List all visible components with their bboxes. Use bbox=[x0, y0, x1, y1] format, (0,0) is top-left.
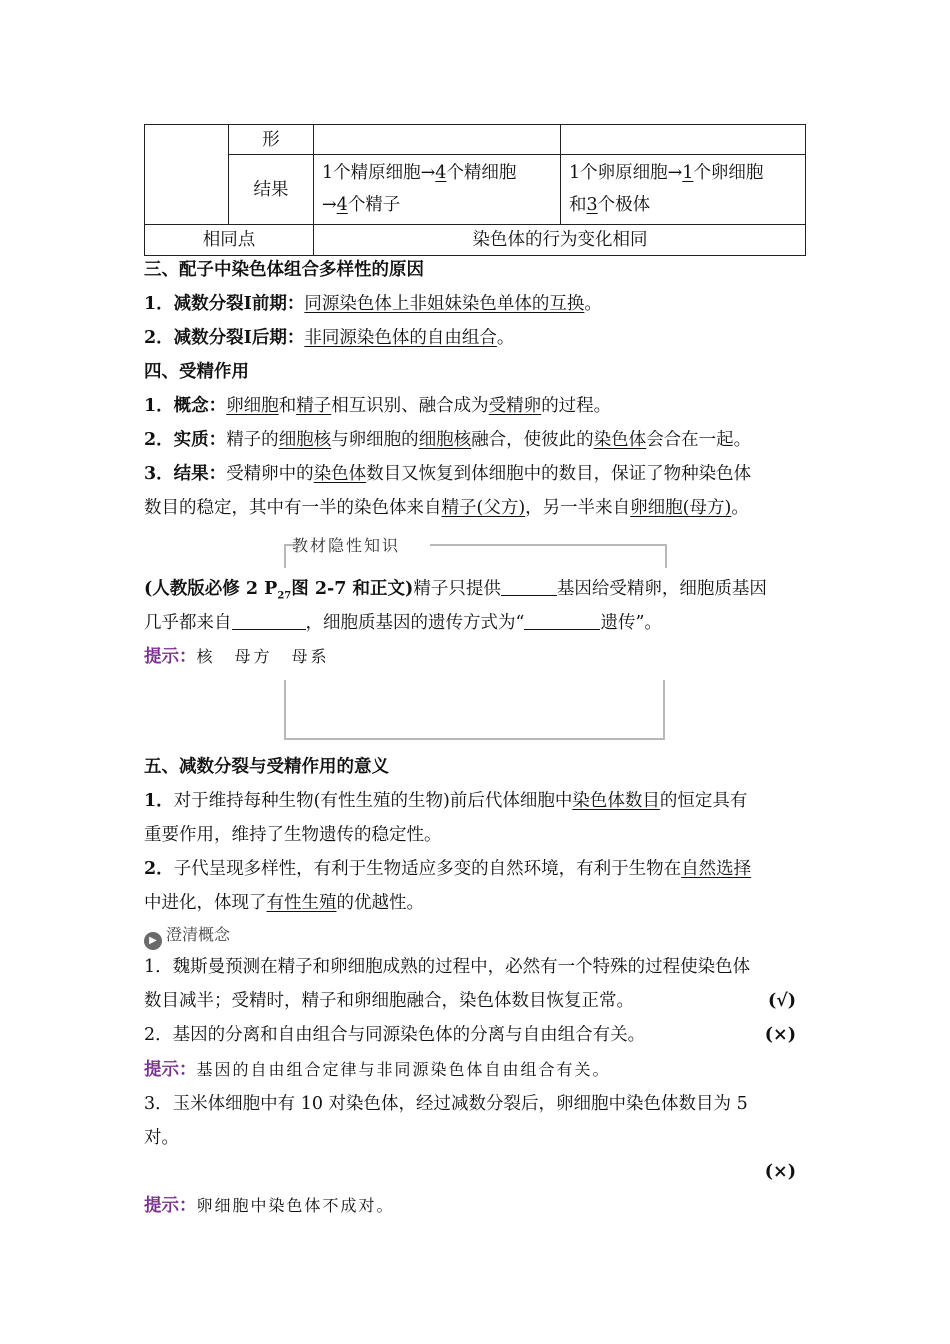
section-5-title: 五、减数分裂与受精作用的意义 bbox=[144, 757, 389, 777]
true-mark: (√) bbox=[767, 991, 796, 1011]
hidden-question-line-1: (人教版必修 2 $P_{27}$图 2-7 和正文)精子只提供 基因给受精卵，细胞质基因 bbox=[144, 572, 767, 614]
table-cell-female-xing bbox=[561, 125, 806, 155]
section-4-title: 四、受精作用 bbox=[144, 362, 249, 382]
false-mark: (×) bbox=[764, 1025, 796, 1045]
table-cell-female-result: 1个卵原细胞→1个卵细胞 和3个极体 bbox=[561, 155, 806, 225]
section-5-item-1-line-2: 重要作用，维持了生物遗传的稳定性。 bbox=[144, 825, 442, 845]
comparison-table bbox=[144, 124, 806, 256]
section-4-item-2: 2．实质：精子的细胞核与卵细胞的细胞核融合，使彼此的染色体会合在一起。 bbox=[144, 430, 752, 450]
table-cell-male-result: 1个精原细胞→4个精细胞 →4个精子 bbox=[314, 155, 561, 225]
knowledge-box-label: 教材隐性知识 bbox=[292, 536, 401, 555]
section-5-item-2-line-1: 2．子代呈现多样性，有利于生物适应多变的自然环境，有利于生物在自然选择 bbox=[144, 859, 752, 879]
table-cell-same-value: 染色体的行为变化相同 bbox=[472, 230, 648, 250]
concepts-header: ▶ 澄清概念 bbox=[144, 918, 230, 952]
hidden-question-line-2: 几乎都来自 ，细胞质基因的遗传方式为“ 遗传”。 bbox=[144, 606, 662, 640]
section-3-item-2: 2．减数分裂Ⅰ后期：非同源染色体的自由组合。 bbox=[144, 328, 515, 348]
table-cell-same-label: 相同点 bbox=[145, 225, 314, 255]
concept-3-line-1: 3．玉米体细胞中有 10 对染色体，经过减数分裂后，卵细胞中染色体数目为 5 bbox=[144, 1094, 748, 1114]
concept-3-hint: 提示：卵细胞中染色体不成对。 bbox=[144, 1196, 395, 1216]
false-mark: (×) bbox=[764, 1162, 796, 1182]
play-circle-icon: ▶ bbox=[144, 932, 162, 950]
hidden-hint: 提示：核 母方 母系 bbox=[144, 647, 330, 667]
section-3-item-1: 1．减数分裂Ⅰ前期：同源染色体上非姐妹染色单体的互换。 bbox=[144, 294, 602, 314]
table-cell-result-label: 结果 bbox=[229, 155, 314, 225]
answer-blank-1 bbox=[501, 575, 557, 596]
concept-1-line-2: 数目减半；受精时，精子和卵细胞融合，染色体数目恢复正常。 (√) bbox=[144, 984, 806, 1018]
concept-3-line-2: 对。 bbox=[144, 1128, 179, 1148]
concept-1-line-1: 1．魏斯曼预测在精子和卵细胞成熟的过程中，必然有一个特殊的过程使染色体 bbox=[144, 957, 751, 977]
section-4-item-3-line-2: 数目的稳定，其中有一半的染色体来自精子(父方)，另一半来自卵细胞(母方)。 bbox=[144, 498, 749, 518]
table-cell-xing: 形 bbox=[229, 125, 314, 155]
table-row-group-cell bbox=[145, 125, 229, 225]
table-cell-male-xing bbox=[314, 125, 561, 155]
answer-blank-3 bbox=[524, 609, 600, 630]
section-4-item-1: 1．概念：卵细胞和精子相互识别、融合成为受精卵的过程。 bbox=[144, 396, 612, 416]
concept-2-hint: 提示：基因的自由组合定律与非同源染色体自由组合有关。 bbox=[144, 1060, 611, 1080]
answer-blank-2 bbox=[232, 609, 306, 630]
section-5-item-1-line-1: 1．对于维持每种生物(有性生殖的生物)前后代体细胞中染色体数目的恒定具有 bbox=[144, 791, 748, 811]
knowledge-box-frame-right bbox=[430, 544, 667, 568]
section-3-title: 三、配子中染色体组合多样性的原因 bbox=[144, 260, 424, 280]
knowledge-box-frame-bottom bbox=[284, 680, 665, 740]
section-4-item-3-line-1: 3．结果：受精卵中的染色体数目又恢复到体细胞中的数目，保证了物种染色体 bbox=[144, 464, 752, 484]
concept-2-line-1: 2．基因的分离和自由组合与同源染色体的分离与自由组合有关。 (×) bbox=[144, 1018, 806, 1052]
section-5-item-2-line-2: 中进化，体现了有性生殖的优越性。 bbox=[144, 893, 424, 913]
